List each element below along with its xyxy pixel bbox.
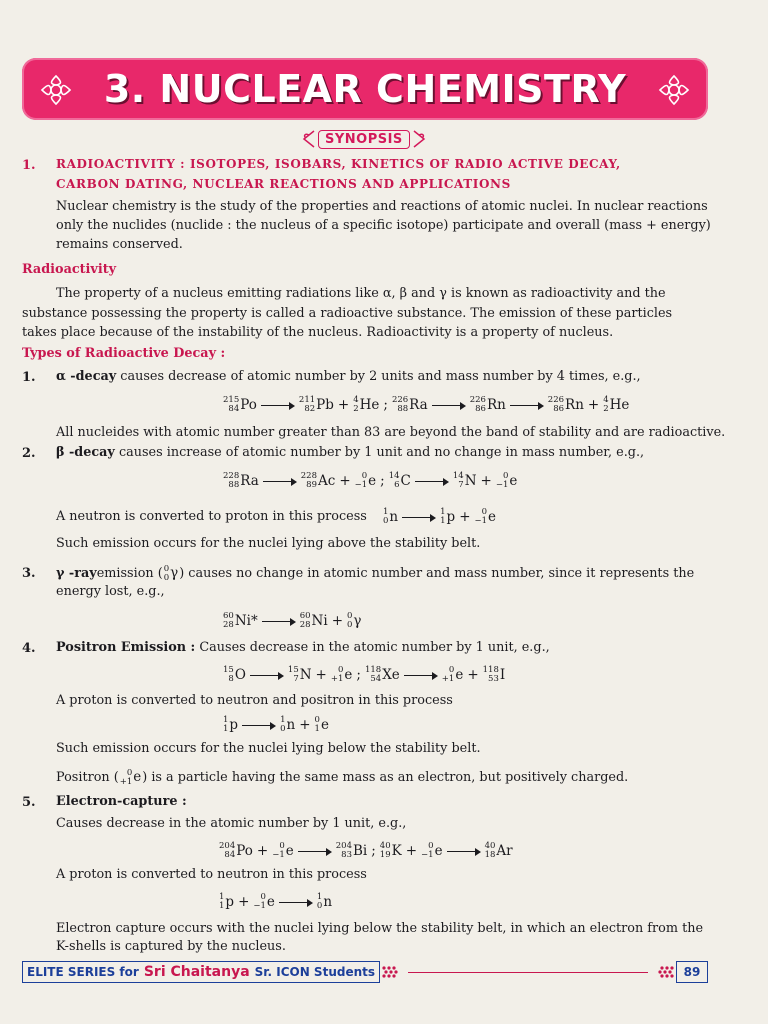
intro-line: remains conserved.: [56, 237, 183, 252]
nuclide: 1 1 p: [440, 507, 456, 526]
nuclide: 226 86 Rn: [469, 395, 506, 414]
nuclide: 1 0 n: [280, 715, 296, 734]
divider: [408, 972, 648, 973]
nuclide: 211 82 Pb: [298, 395, 334, 414]
nuclide: 0 +1 e: [330, 665, 353, 684]
dot-cluster-icon: [654, 963, 676, 981]
gamma-term: γ -ray: [56, 565, 97, 581]
subheading-types: Types of Radioactive Decay :: [22, 346, 226, 361]
beta-term: β -decay: [56, 445, 115, 460]
nuclide: 40 18 Ar: [484, 841, 513, 860]
nuclide: 0 −1 e: [354, 471, 377, 490]
arrow-icon: [298, 846, 332, 856]
synopsis-label: SYNOPSIS: [318, 130, 410, 149]
paragraph-line: takes place because of the instability of the nucleus. Radioactivity is a property of nucleus.: [22, 325, 614, 340]
nuclide: 14 7 N: [452, 471, 477, 490]
chapter-title: 3. NUCLEAR CHEMISTRY: [103, 67, 627, 111]
capture-description: Causes decrease in the atomic number by 1 unit, e.g.,: [56, 816, 407, 831]
nuclide: 0 −1 e: [474, 507, 497, 526]
nuclide: 1 1 p: [219, 892, 235, 911]
nuclide: 1 1 p: [223, 715, 239, 734]
nuclide: 228 88 Ra: [223, 471, 259, 490]
nuclide: 14 6 C: [388, 471, 411, 490]
arrow-icon: [263, 476, 297, 486]
nuclide: 60 28 Ni*: [223, 611, 258, 630]
beta-decay-description: [56, 444, 644, 462]
capture-note: A proton is converted to neutron in this process: [56, 867, 367, 882]
nuclide: 0 −1 e: [421, 841, 443, 860]
arrow-icon: [279, 897, 313, 907]
beta-note: Such emission occurs for the nuclei lying above the stability belt.: [56, 536, 481, 551]
nuclide: 1 0 n: [316, 892, 333, 911]
capture-proton-equation: 1 1 p + 0 −1 e 1 0 n: [219, 892, 333, 911]
section-number: 1.: [22, 158, 36, 173]
nuclide: 0 0 γ: [163, 563, 179, 583]
subheading-radioactivity: Radioactivity: [22, 262, 117, 277]
beta-note: A neutron is converted to proton in this process: [56, 509, 367, 524]
nuclide: 40 19 K: [379, 841, 402, 860]
intro-line: Nuclear chemistry is the study of the properties and reactions of atomic nuclei. In nuclear reactions: [56, 199, 708, 214]
ornament-right-icon: [412, 128, 428, 150]
page-number: 89: [676, 961, 708, 983]
arrow-icon: [261, 400, 295, 410]
nuclide: 228 89 Ac: [300, 471, 336, 490]
capture-equation: 204 84 Po + 0 −1 e 204 83 Bi ; 40 19 K + 0 −1 e 40 18 Ar: [219, 841, 513, 860]
positron-note: Such emission occurs for the nuclei lying below the stability belt.: [56, 741, 481, 756]
ornament-left-icon: [300, 128, 316, 150]
paragraph-line: The property of a nucleus emitting radiations like α, β and γ is known as radioactivity and the: [56, 286, 666, 301]
nuclide: 4 2 He: [603, 395, 630, 414]
arrow-icon: [404, 670, 438, 680]
nuclide: 0 −1 e: [495, 471, 518, 490]
nuclide: 15 7 N: [287, 665, 312, 684]
nuclide: 215 84 Po: [223, 395, 257, 414]
arrow-icon: [447, 846, 481, 856]
dot-cluster-icon: [380, 963, 402, 981]
paragraph-line: substance possessing the property is called a radioactive substance. The emission of these particles: [22, 306, 673, 321]
nuclide: 204 84 Po: [219, 841, 253, 860]
capture-note: K-shells is captured by the nucleus.: [56, 939, 286, 954]
page-footer: [22, 960, 708, 984]
arrow-icon: [402, 512, 436, 522]
series-label: ELITE SERIES for Sri Chaitanya Sr. ICON Students: [22, 961, 380, 983]
nuclide: 0 0 γ: [347, 611, 362, 630]
nuclide: 226 86 Rn: [547, 395, 584, 414]
capture-term: Electron-capture :: [56, 794, 187, 809]
synopsis-badge: [300, 126, 428, 152]
nuclide: 0 +1 e: [441, 665, 464, 684]
gamma-text: energy lost, e.g.,: [56, 584, 165, 599]
nuclide: 118 54 Xe: [364, 665, 400, 684]
item-number: 3.: [22, 566, 36, 581]
alpha-term: α -decay: [56, 369, 117, 384]
gamma-description: γ -ray emission ( 0 0 γ ) causes no change in atomic number and mass number, since it represents the: [56, 563, 695, 583]
section-heading-line1: RADIOACTIVITY : ISOTOPES, ISOBARS, KINETICS OF RADIO ACTIVE DECAY,: [56, 157, 621, 171]
alpha-equation: 215 84 Po 211 82 Pb + 4 2 He ; 226 88 Ra 226 86 Rn 226 86 Rn + 4 2 He: [223, 395, 630, 414]
flower-ornament-icon: [654, 70, 694, 110]
arrow-icon: [510, 400, 544, 410]
intro-line: only the nuclides (nuclide : the nucleus of a specific isotope) participate and overall (mass + energy): [56, 218, 711, 233]
gamma-equation: 60 28 Ni* 60 28 Ni + 0 0 γ: [223, 611, 362, 630]
arrow-icon: [415, 476, 449, 486]
item-number: 2.: [22, 446, 36, 461]
alpha-decay-description: [56, 368, 641, 386]
nuclide: 118 53 I: [482, 665, 506, 684]
arrow-icon: [262, 616, 296, 626]
alpha-note: All nucleides with atomic number greater than 83 are beyond the band of stability and are radioactive.: [56, 425, 726, 440]
positron-description: Positron Emission : Causes decrease in the atomic number by 1 unit, e.g.,: [56, 640, 550, 655]
proton-neutron-equation: 1 1 p 1 0 n + 0 1 e: [223, 715, 329, 734]
capture-note: Electron capture occurs with the nuclei lying below the stability belt, in which an electron from the: [56, 921, 704, 936]
nuclide: 0 −1 e: [272, 841, 294, 860]
section-heading-line2: CARBON DATING, NUCLEAR REACTIONS AND APPLICATIONS: [56, 177, 511, 191]
arrow-icon: [432, 400, 466, 410]
arrow-icon: [242, 720, 276, 730]
flower-ornament-icon: [36, 70, 76, 110]
neutron-proton-equation: 1 0 n 1 1 p + 0 −1 e: [383, 507, 497, 526]
beta-equation: 228 88 Ra 228 89 Ac + 0 −1 e ; 14 6 C 14 7 N + 0 −1 e: [223, 471, 518, 490]
item-number: 4.: [22, 641, 36, 656]
positron-term: Positron Emission :: [56, 640, 196, 655]
nuclide: 4 2 He: [353, 395, 380, 414]
nuclide: 0 −1 e: [253, 892, 275, 911]
beta-text: causes increase of atomic number by 1 unit and no change in mass number, e.g.,: [114, 445, 645, 460]
nuclide: 1 0 n: [383, 507, 399, 526]
nuclide: 226 88 Ra: [391, 395, 428, 414]
nuclide: 15 8 O: [223, 665, 246, 684]
nuclide: 0 1 e: [314, 715, 329, 734]
positron-note: A proton is converted to neutron and positron in this process: [56, 693, 453, 708]
brand-name: Sri Chaitanya: [143, 964, 250, 980]
nuclide: 204 83 Bi: [335, 841, 368, 860]
chapter-title-banner: [22, 58, 708, 120]
arrow-icon: [250, 670, 284, 680]
positron-equation: 15 8 O 15 7 N + 0 +1 e ; 118 54 Xe 0 +1 e + 118 53 I: [223, 665, 506, 684]
nuclide: 60 28 Ni: [299, 611, 328, 630]
positron-note: Positron ( 0 +1 e ) is a particle having the same mass as an electron, but positively charged.: [56, 767, 629, 787]
item-number: 1.: [22, 370, 36, 385]
alpha-text: causes decrease of atomic number by 2 units and mass number by 4 times, e.g.,: [116, 369, 641, 384]
nuclide: 0 +1 e: [119, 767, 142, 787]
item-number: 5.: [22, 795, 36, 810]
